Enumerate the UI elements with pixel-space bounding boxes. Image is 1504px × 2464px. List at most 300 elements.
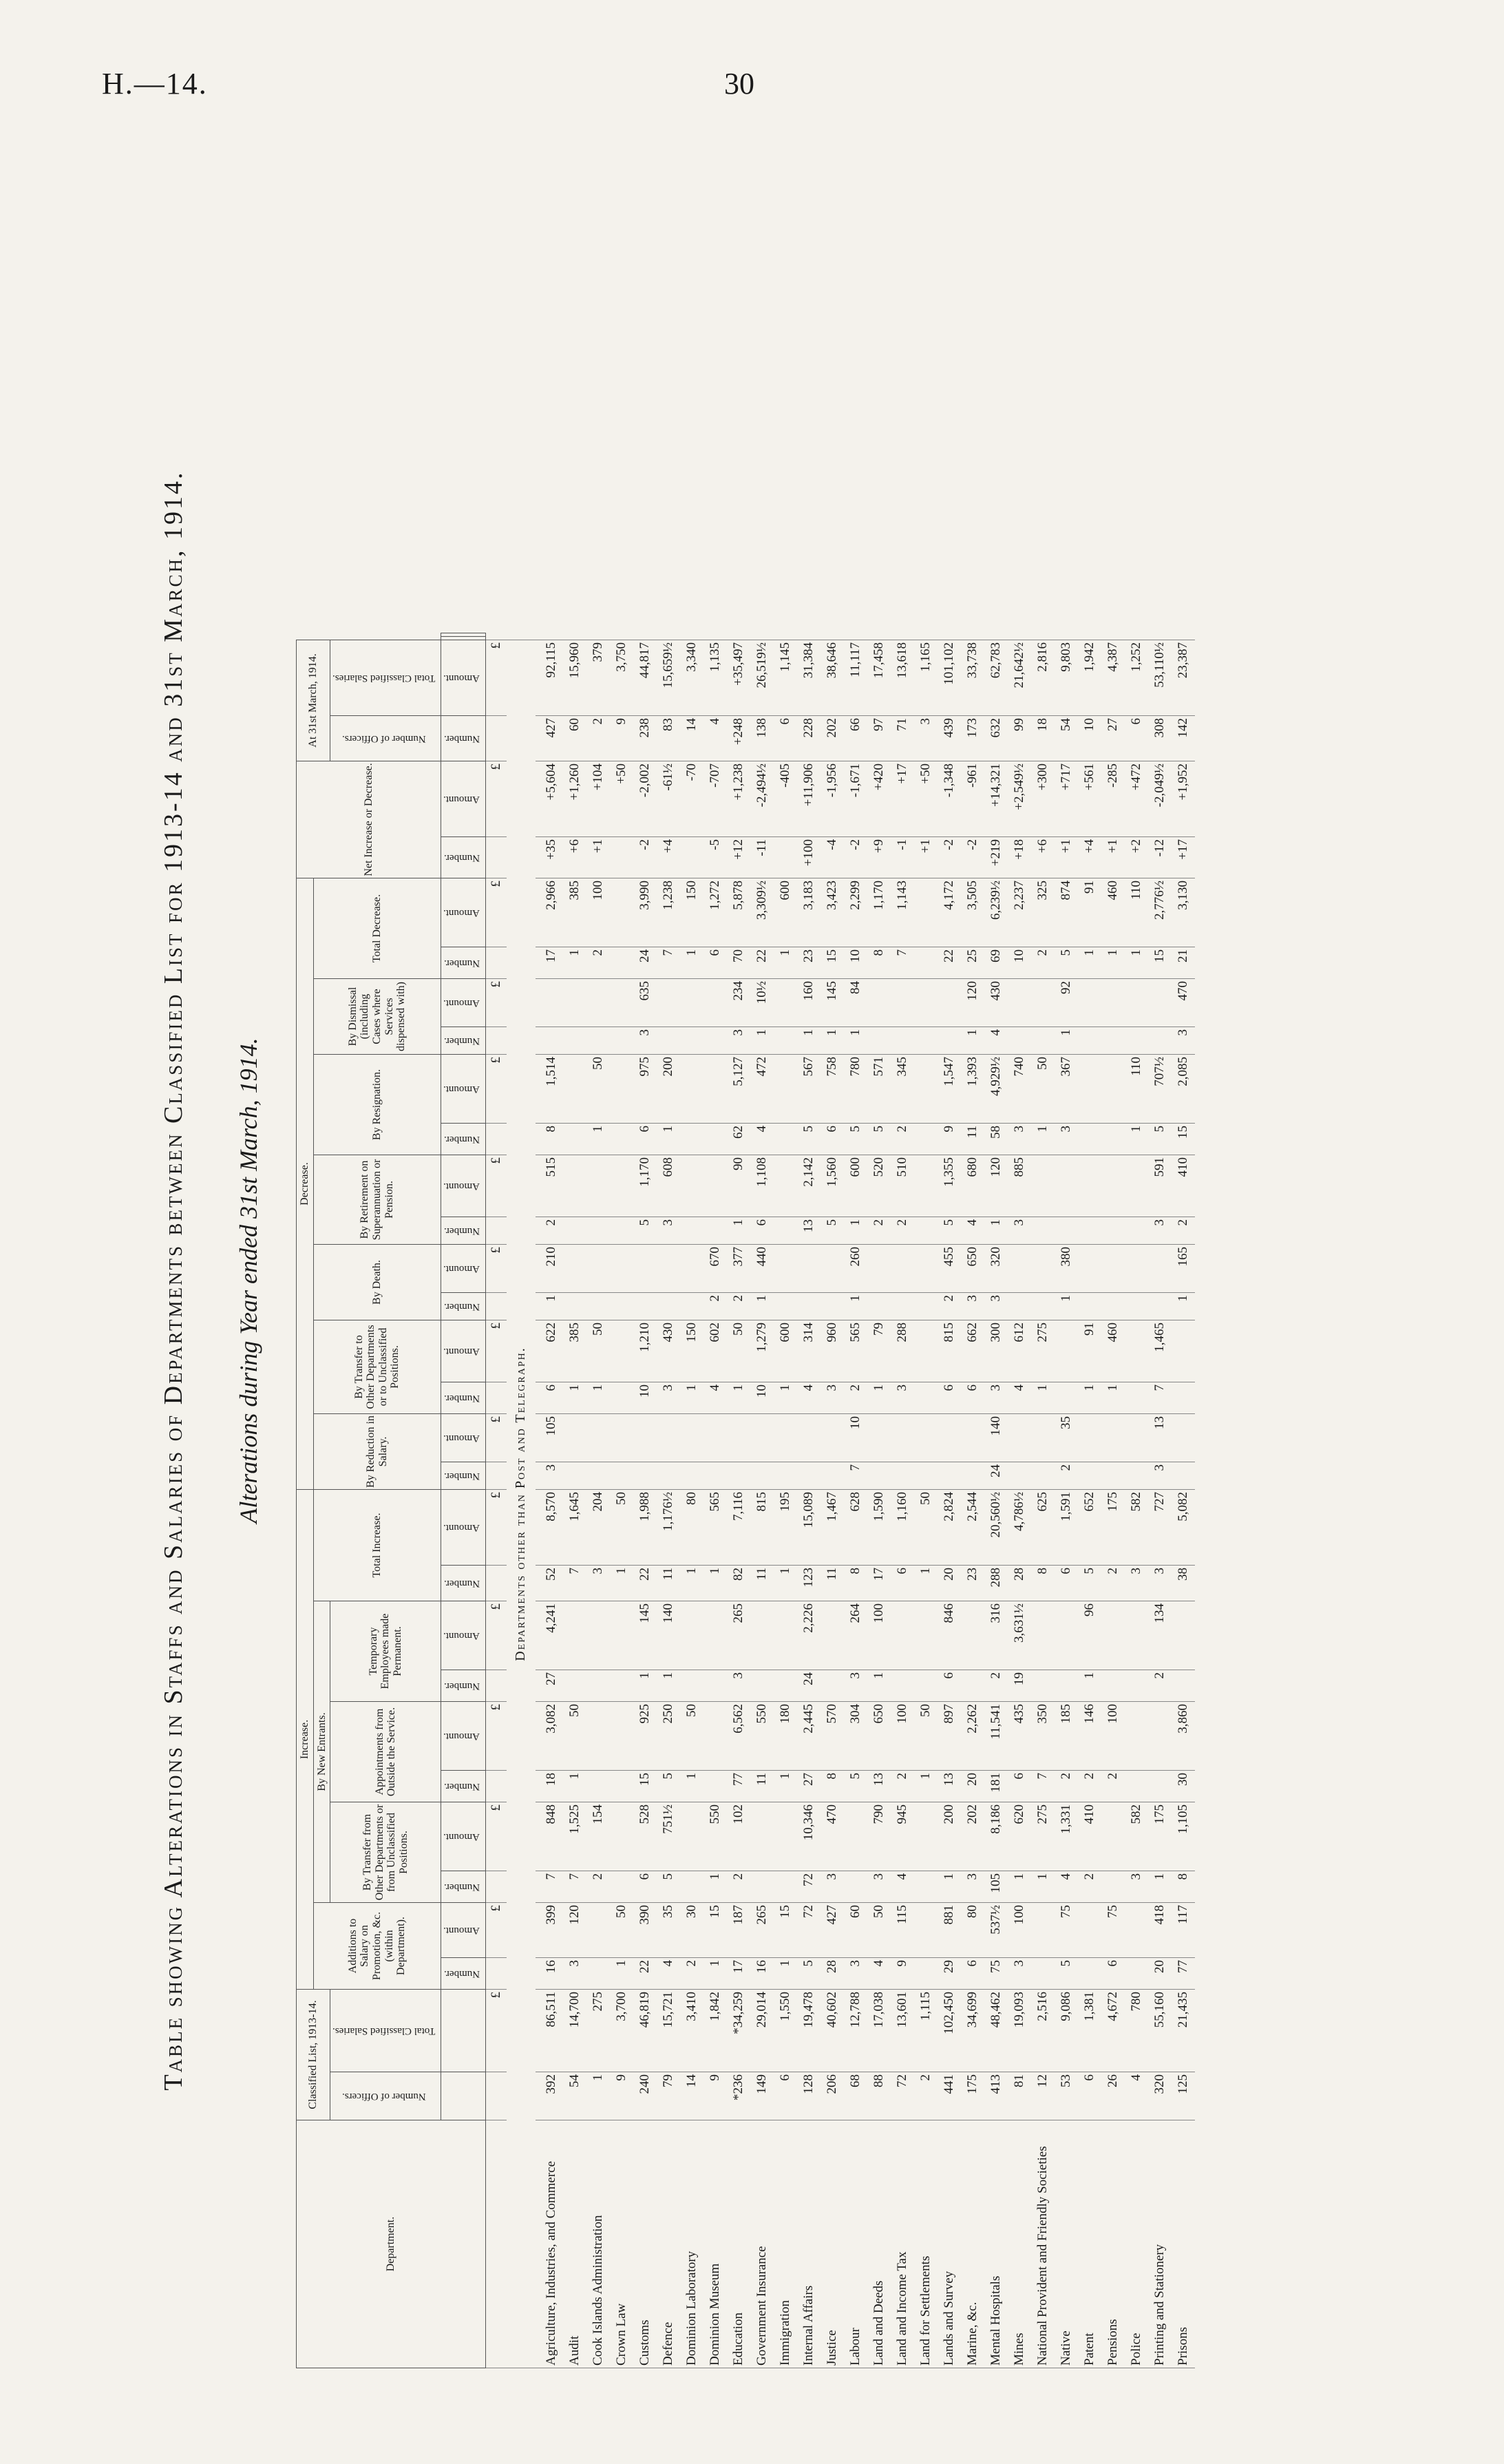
cell-add-n (1078, 1958, 1101, 1990)
cell-tt-n: 1 (774, 1382, 797, 1414)
cell-end-a: 21,642½ (1008, 640, 1031, 716)
cell-ti-n: 17 (867, 1566, 891, 1601)
department-name: Education (727, 2120, 750, 2368)
cell-add-n: 5 (797, 1958, 820, 1990)
cell-dis-a (1125, 979, 1148, 1027)
cell-add-a: 75 (1101, 1903, 1125, 1958)
cell-red-n (1101, 1462, 1125, 1490)
cell-dis-n (536, 1027, 563, 1055)
cell-add-n: 17 (727, 1958, 750, 1990)
cell-sal: 4,672 (1101, 1990, 1125, 2072)
cell-red-a (1172, 1414, 1195, 1462)
cell-add-n: 28 (820, 1958, 844, 1990)
cell-td-n: 25 (961, 947, 984, 979)
cell-end-n: 308 (1148, 716, 1172, 761)
cell-tt-a: 91 (1078, 1320, 1101, 1382)
cell-ret-n (610, 1217, 633, 1245)
cell-res-a: 345 (891, 1055, 914, 1124)
cell-tt-n: 4 (1008, 1382, 1031, 1414)
cell-td-n: 22 (938, 947, 961, 979)
cell-td-n: 8 (867, 947, 891, 979)
cell-d-n (820, 1293, 844, 1320)
sub-number: Number. (441, 1462, 486, 1490)
cell-sal: 780 (1125, 1990, 1148, 2072)
department-name: Land and Deeds (867, 2120, 891, 2368)
cell-ret-n: 6 (750, 1217, 774, 1245)
cell-dis-a (914, 979, 938, 1027)
cell-ret-a: 510 (891, 1155, 914, 1217)
table-row (867, 633, 891, 2368)
table-row (797, 633, 820, 2368)
cell-app-a: 100 (1101, 1702, 1125, 1771)
cell-ti-a: 582 (1125, 1490, 1148, 1566)
cell-d-n (680, 1293, 703, 1320)
header-row-4 (441, 633, 486, 2368)
cell-d-a (1101, 1245, 1125, 1293)
cell-d-n (563, 1293, 586, 1320)
cell-td-n: 70 (727, 947, 750, 979)
cell-sal: 48,462 (984, 1990, 1008, 2072)
table-row (633, 633, 657, 2368)
cell-add-a: 50 (867, 1903, 891, 1958)
cell-dis-a: 145 (820, 979, 844, 1027)
table-row (1125, 633, 1148, 2368)
sub-amount: Amount. (441, 1055, 486, 1124)
col-total-increase: Total Increase. (313, 1490, 441, 1601)
cell-tr-a: 102 (727, 1802, 750, 1871)
cell-tr-n: 6 (633, 1871, 657, 1903)
cell-tt-a (1125, 1320, 1148, 1382)
cell-app-n (703, 1771, 727, 1802)
cell-dis-n (563, 1027, 586, 1055)
cell-net-n: -2 (633, 837, 657, 878)
cell-app-n: 181 (984, 1771, 1008, 1802)
cell-net-a: -61½ (657, 761, 680, 837)
cell-tt-a: 314 (797, 1320, 820, 1382)
cell-dis-n (680, 1027, 703, 1055)
cell-dis-n (914, 1027, 938, 1055)
cell-sal: 40,602 (820, 1990, 844, 2072)
cell-add-n: 16 (750, 1958, 774, 1990)
table-row (914, 633, 938, 2368)
cell-end-a: 31,384 (797, 640, 820, 716)
cell-tr-a: 751½ (657, 1802, 680, 1871)
cell-red-a: 13 (1148, 1414, 1172, 1462)
cell-tmp-a (1031, 1601, 1055, 1670)
rotated-table-page (131, 165, 1411, 2396)
cell-tr-n: 1 (703, 1871, 727, 1903)
cell-ti-n: 1 (610, 1566, 633, 1601)
cell-tmp-n: 24 (797, 1670, 820, 1702)
cell-no: 9 (610, 2072, 633, 2120)
cell-dis-a (610, 979, 633, 1027)
cell-app-n: 6 (1008, 1771, 1031, 1802)
cell-red-a (1078, 1414, 1101, 1462)
cell-tt-a (1172, 1320, 1195, 1382)
cell-d-n: 3 (984, 1293, 1008, 1320)
cell-dis-n (586, 1027, 610, 1055)
cell-d-n (1078, 1293, 1101, 1320)
cell-dis-n: 4 (984, 1027, 1008, 1055)
col-number-of-officers: Number of Officers. (330, 2072, 441, 2120)
cell-td-a (914, 878, 938, 947)
cell-end-a: 4,387 (1101, 640, 1125, 716)
cell-end-a: 15,659½ (657, 640, 680, 716)
cell-tmp-a (1101, 1601, 1125, 1670)
cell-tmp-n: 1 (867, 1670, 891, 1702)
cell-app-a: 11,541 (984, 1702, 1008, 1771)
cell-red-a: 10 (844, 1414, 867, 1462)
cell-add-a: 120 (563, 1903, 586, 1958)
cell-tmp-n (1101, 1670, 1125, 1702)
cell-net-a: -1,671 (844, 761, 867, 837)
cell-td-n: 6 (703, 947, 727, 979)
cell-add-a: 72 (797, 1903, 820, 1958)
cell-add-a: 75 (1055, 1903, 1078, 1958)
cell-red-n (1078, 1462, 1101, 1490)
table-row (586, 633, 610, 2368)
cell-ret-n: 3 (1008, 1217, 1031, 1245)
cell-sal: 1,115 (914, 1990, 938, 2072)
page-number: 30 (724, 67, 754, 101)
cell-end-a: 53,110½ (1148, 640, 1172, 716)
cell-tt-a: 1,210 (633, 1320, 657, 1382)
cell-ret-a: 591 (1148, 1155, 1172, 1217)
cell-no: 4 (1125, 2072, 1148, 2120)
cell-tt-n: 3 (657, 1382, 680, 1414)
cell-tr-a (680, 1802, 703, 1871)
table-row (938, 633, 961, 2368)
cell-net-a: -707 (703, 761, 727, 837)
cell-dis-a: 84 (844, 979, 867, 1027)
cell-no: 81 (1008, 2072, 1031, 2120)
cell-red-n (1125, 1462, 1148, 1490)
cell-d-n (867, 1293, 891, 1320)
col-total-decrease: Total Decrease. (313, 878, 441, 979)
cell-tmp-n (586, 1670, 610, 1702)
cell-end-n: 632 (984, 716, 1008, 761)
cell-app-a: 350 (1031, 1702, 1055, 1771)
cell-ti-n: 8 (844, 1566, 867, 1601)
cell-res-n (1101, 1124, 1125, 1155)
cell-end-n: 60 (563, 716, 586, 761)
cell-d-n: 1 (536, 1293, 563, 1320)
cell-ret-n: 2 (1172, 1217, 1195, 1245)
cell-dis-a (1148, 979, 1172, 1027)
cell-res-n: 6 (820, 1124, 844, 1155)
cell-end-n: 6 (1125, 716, 1148, 761)
cell-tr-n: 1 (1148, 1871, 1172, 1903)
cell-dis-a (1031, 979, 1055, 1027)
cell-tt-n (1125, 1382, 1148, 1414)
cell-sal: 17,038 (867, 1990, 891, 2072)
cell-d-n (586, 1293, 610, 1320)
department-name: Prisons (1172, 2120, 1195, 2368)
cell-red-n (1008, 1462, 1031, 1490)
cell-ti-n: 28 (1008, 1566, 1031, 1601)
table-row (563, 633, 586, 2368)
cell-td-n: 69 (984, 947, 1008, 979)
cell-no: 320 (1148, 2072, 1172, 2120)
cell-ret-n: 1 (727, 1217, 750, 1245)
cell-end-n: 10 (1078, 716, 1101, 761)
cell-end-a: 9,803 (1055, 640, 1078, 716)
cell-ti-n: 1 (914, 1566, 938, 1601)
cell-d-a (891, 1245, 914, 1293)
cell-td-n: 5 (1055, 947, 1078, 979)
cell-res-n: 1 (1031, 1124, 1055, 1155)
cell-ti-n: 1 (680, 1566, 703, 1601)
cell-red-n: 24 (984, 1462, 1008, 1490)
cell-ti-n: 2 (1101, 1566, 1125, 1601)
cell-dis-n (657, 1027, 680, 1055)
sub-number: Number. (441, 1124, 486, 1155)
cell-no: 2 (914, 2072, 938, 2120)
cell-app-n: 18 (536, 1771, 563, 1802)
cell-red-a (633, 1414, 657, 1462)
cell-res-n (774, 1124, 797, 1155)
cell-add-n: 6 (961, 1958, 984, 1990)
cell-no: 1 (586, 2072, 610, 2120)
cell-td-a: 325 (1031, 878, 1055, 947)
cell-net-n: -4 (820, 837, 844, 878)
cell-add-a: 35 (657, 1903, 680, 1958)
cell-tt-n: 10 (750, 1382, 774, 1414)
cell-no: 125 (1172, 2072, 1195, 2120)
cell-app-n: 13 (938, 1771, 961, 1802)
cell-tr-a: 550 (703, 1802, 727, 1871)
cell-tmp-n (563, 1670, 586, 1702)
cell-ret-n: 3 (657, 1217, 680, 1245)
cell-tmp-a (586, 1601, 610, 1670)
cell-sal: 102,450 (938, 1990, 961, 2072)
cell-add-n (914, 1958, 938, 1990)
department-name: Defence (657, 2120, 680, 2368)
cell-ret-n: 2 (536, 1217, 563, 1245)
cell-tmp-a (914, 1601, 938, 1670)
cell-net-a: +2,549½ (1008, 761, 1031, 837)
col-new-entrants: By New Entrants. (313, 1601, 330, 1903)
cell-tr-n (610, 1871, 633, 1903)
cell-d-n (891, 1293, 914, 1320)
cell-dis-a (938, 979, 961, 1027)
cell-tr-a (844, 1802, 867, 1871)
cell-res-n (914, 1124, 938, 1155)
cell-net-a: +561 (1078, 761, 1101, 837)
cell-td-a: 2,237 (1008, 878, 1031, 947)
cell-net-a: -70 (680, 761, 703, 837)
col-temporary: Temporary Employees made Permanent. (330, 1601, 441, 1702)
cell-app-a: 925 (633, 1702, 657, 1771)
cell-app-a: 304 (844, 1702, 867, 1771)
cell-tr-a: 175 (1148, 1802, 1172, 1871)
cell-dis-a: 120 (961, 979, 984, 1027)
cell-ret-n (680, 1217, 703, 1245)
cell-app-n: 15 (633, 1771, 657, 1802)
header-row-1 (297, 633, 314, 2368)
cell-ti-n: 11 (750, 1566, 774, 1601)
cell-red-n (938, 1462, 961, 1490)
cell-net-n: +2 (1125, 837, 1148, 878)
cell-tt-a: 600 (774, 1320, 797, 1382)
cell-sal: 3,410 (680, 1990, 703, 2072)
cell-net-a: -2,049½ (1148, 761, 1172, 837)
cell-d-a (867, 1245, 891, 1293)
cell-tt-a: 960 (820, 1320, 844, 1382)
cell-net-a: -1,348 (938, 761, 961, 837)
cell-net-n (610, 837, 633, 878)
cell-sal: 15,721 (657, 1990, 680, 2072)
cell-td-n (610, 947, 633, 979)
cell-ret-n (563, 1217, 586, 1245)
cell-add-n: 9 (891, 1958, 914, 1990)
cell-tt-n: 3 (984, 1382, 1008, 1414)
cell-end-a: 15,960 (563, 640, 586, 716)
page-header-code: H.—14. (102, 67, 208, 101)
cell-td-a: 1,238 (657, 878, 680, 947)
cell-dis-n (1125, 1027, 1148, 1055)
sub-amount: Amount. (441, 1702, 486, 1771)
cell-d-n (797, 1293, 820, 1320)
cell-ret-a (1125, 1155, 1148, 1217)
cell-d-n (1031, 1293, 1055, 1320)
cell-end-n: 27 (1101, 716, 1125, 761)
cell-app-n: 27 (797, 1771, 820, 1802)
cell-ti-a: 204 (586, 1490, 610, 1566)
cell-tr-n: 2 (1078, 1871, 1101, 1903)
sub-amount: Amount. (441, 1414, 486, 1462)
cell-td-n: 23 (797, 947, 820, 979)
cell-tr-n: 4 (1055, 1871, 1078, 1903)
cell-end-a: 13,618 (891, 640, 914, 716)
sub-amount: Amount. (441, 878, 486, 947)
cell-no: 441 (938, 2072, 961, 2120)
cell-ret-a: 600 (844, 1155, 867, 1217)
cell-ret-n: 5 (938, 1217, 961, 1245)
cell-ret-a (914, 1155, 938, 1217)
cell-end-n: 202 (820, 716, 844, 761)
cell-res-n (563, 1124, 586, 1155)
table-row (610, 633, 633, 2368)
cell-dis-a (1078, 979, 1101, 1027)
cell-app-a: 3,082 (536, 1702, 563, 1771)
col-increase: Increase. (297, 1490, 314, 1990)
table-row (703, 633, 727, 2368)
cell-end-n: 97 (867, 716, 891, 761)
col-reduction: By Reduction in Salary. (313, 1414, 441, 1490)
cell-res-n: 5 (867, 1124, 891, 1155)
cell-sal: 13,601 (891, 1990, 914, 2072)
department-name: Mental Hospitals (984, 2120, 1008, 2368)
cell-end-a: 1,165 (914, 640, 938, 716)
cell-td-n: 2 (586, 947, 610, 979)
cell-red-a (703, 1414, 727, 1462)
cell-d-a (820, 1245, 844, 1293)
cell-tmp-n (1055, 1670, 1078, 1702)
cell-no: 26 (1101, 2072, 1125, 2120)
cell-td-n: 7 (657, 947, 680, 979)
cell-net-a: +1,952 (1172, 761, 1195, 837)
cell-ti-n: 6 (891, 1566, 914, 1601)
cell-red-n (891, 1462, 914, 1490)
cell-red-n (914, 1462, 938, 1490)
cell-tr-n: 3 (1125, 1871, 1148, 1903)
cell-d-a (657, 1245, 680, 1293)
cell-end-n: 238 (633, 716, 657, 761)
cell-td-a: 3,990 (633, 878, 657, 947)
cell-tt-a: 1,279 (750, 1320, 774, 1382)
cell-tmp-n: 3 (844, 1670, 867, 1702)
cell-red-n (586, 1462, 610, 1490)
cell-d-n: 1 (1172, 1293, 1195, 1320)
cell-tt-a (914, 1320, 938, 1382)
cell-dis-a: 470 (1172, 979, 1195, 1027)
cell-add-a: 60 (844, 1903, 867, 1958)
sub-amount: Amount. (441, 1490, 486, 1566)
cell-tmp-n (703, 1670, 727, 1702)
cell-tr-n (680, 1871, 703, 1903)
cell-end-n: 18 (1031, 716, 1055, 761)
cell-app-a: 570 (820, 1702, 844, 1771)
cell-add-n: 6 (1101, 1958, 1125, 1990)
cell-d-a (586, 1245, 610, 1293)
cell-tt-n: 1 (867, 1382, 891, 1414)
cell-tmp-a: 2,226 (797, 1601, 820, 1670)
cell-sal: 21,435 (1172, 1990, 1195, 2072)
cell-no: 6 (774, 2072, 797, 2120)
table-subtitle: Alterations during Year ended 31st March, 1914. (235, 1038, 262, 1524)
cell-add-a (1031, 1903, 1055, 1958)
cell-dis-a: 635 (633, 979, 657, 1027)
cell-td-n: 1 (680, 947, 703, 979)
cell-dis-n: 1 (1055, 1027, 1078, 1055)
cell-end-n: 66 (844, 716, 867, 761)
cell-res-a: 975 (633, 1055, 657, 1124)
cell-d-a (797, 1245, 820, 1293)
cell-td-n: 10 (844, 947, 867, 979)
cell-dis-n (610, 1027, 633, 1055)
cell-tmp-n (1125, 1670, 1148, 1702)
cell-tr-n: 4 (891, 1871, 914, 1903)
cell-res-n: 62 (727, 1124, 750, 1155)
cell-add-a: 187 (727, 1903, 750, 1958)
cell-tmp-n (1031, 1670, 1055, 1702)
col-appointments: Appointments from Outside the Service. (330, 1702, 441, 1802)
cell-ret-a: 1,108 (750, 1155, 774, 1217)
cell-td-a: 3,130 (1172, 878, 1195, 947)
cell-tt-a: 1,465 (1148, 1320, 1172, 1382)
cell-tmp-n (1172, 1670, 1195, 1702)
cell-app-n: 13 (867, 1771, 891, 1802)
cell-tt-n: 3 (891, 1382, 914, 1414)
cell-app-a: 897 (938, 1702, 961, 1771)
cell-tr-a: 620 (1008, 1802, 1031, 1871)
cell-tt-n: 6 (961, 1382, 984, 1414)
cell-tmp-a: 4,241 (536, 1601, 563, 1670)
cell-tr-n: 2 (586, 1871, 610, 1903)
cell-ret-a: 680 (961, 1155, 984, 1217)
cell-ti-a: 727 (1148, 1490, 1172, 1566)
cell-d-n: 3 (961, 1293, 984, 1320)
cell-d-n: 2 (727, 1293, 750, 1320)
department-name: Government Insurance (750, 2120, 774, 2368)
cell-tmp-n (914, 1670, 938, 1702)
cell-end-a: 3,340 (680, 640, 703, 716)
table-row (1172, 633, 1195, 2368)
cell-res-a (680, 1055, 703, 1124)
cell-dis-n (891, 1027, 914, 1055)
cell-dis-n: 1 (961, 1027, 984, 1055)
